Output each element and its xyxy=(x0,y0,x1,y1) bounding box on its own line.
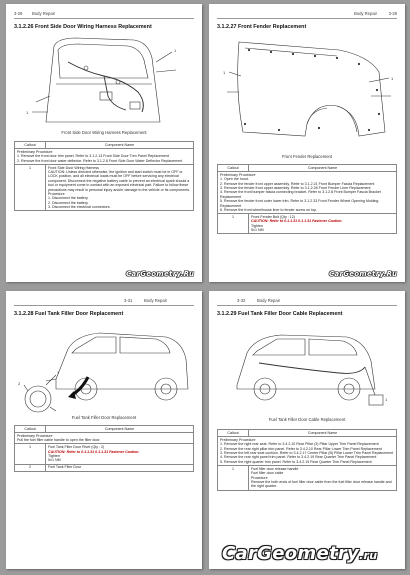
watermark-small: CarGeometry.Ru xyxy=(329,270,398,278)
manual-page-3 xyxy=(6,291,202,569)
page-number: 3-26 xyxy=(14,11,23,16)
door-harness-figure xyxy=(16,32,192,136)
page-header xyxy=(14,296,194,306)
tighten-label: Tighten xyxy=(251,223,263,228)
prelim-step: Pull the fuel filler cable handle to open the filler door. xyxy=(17,438,101,443)
col-header-callout: Callout xyxy=(218,430,249,437)
component-name: Fuel Tank Filler Door xyxy=(46,464,194,471)
filler-door-figure xyxy=(16,319,192,421)
procedure-title: 3.1.2.26 Front Side Door Wiring Harness Replacement xyxy=(14,24,152,30)
svg-text:1: 1 xyxy=(391,76,394,81)
preliminary-label: Preliminary Procedure xyxy=(220,437,256,442)
component-table xyxy=(217,429,397,491)
prelim-step: 1. Remove the front door trim panel. Refer to 3.1.2.13 Front Side Door Trim Panel Replacement xyxy=(17,154,170,159)
tighten-label: Tighten xyxy=(48,454,60,459)
preliminary-label: Preliminary Procedure xyxy=(220,172,256,177)
callout-number: 1 xyxy=(15,444,46,464)
figure-caption: Front Side Door Wiring Harness Replacement xyxy=(61,130,147,135)
callout-number: 1 xyxy=(15,164,46,211)
filler-cable-drawing xyxy=(219,319,395,415)
page-header xyxy=(14,9,194,19)
svg-text:1: 1 xyxy=(385,397,388,402)
preliminary-label: Preliminary Procedure xyxy=(17,433,53,438)
filler-door-drawing xyxy=(16,319,192,415)
section-name: Body Repair xyxy=(32,11,56,16)
col-header-callout: Callout xyxy=(218,165,249,172)
col-header-component: Component Name xyxy=(46,426,194,433)
fender-drawing xyxy=(219,32,395,152)
procedure-step: 2. Disconnect the battery. xyxy=(48,200,89,205)
col-header-callout: Callout xyxy=(15,142,46,149)
prelim-step: 2. Remove the fender front upper assembly. Refer to 3.1.2.21 Front Bumper Fascia Replacement xyxy=(220,181,375,186)
page-header xyxy=(217,296,397,306)
manual-page-1 xyxy=(6,4,202,282)
figure-caption: Front Fender Replacement xyxy=(281,154,333,159)
caution-text: CAUTION: Unless directed otherwise, the ignition and start switch must be in OFF or LOCK position, and all electrical loads must be OFF before servicing any electrical component. Disconnect the negative battery cable to prevent an electrical spark should a tool or equipment come in contact with an exposed electrical part. Failure to follow these precautions may result in personal injury and/or damage to the vehicle or its components. xyxy=(48,170,191,192)
preliminary-block xyxy=(218,172,397,214)
door-drawing xyxy=(16,32,192,128)
component-description xyxy=(46,164,194,211)
component-description xyxy=(46,444,194,464)
page-number: 3-31 xyxy=(124,298,133,303)
component-description xyxy=(249,466,397,491)
component-name: Fuel Tank Filler Door Rivet (Qty : 2) xyxy=(48,445,105,450)
prelim-step: 3. Remove the left rear seat cushion. Refer to 3.4.2.17 Center Pillar (B) Pillar Lower Trim Panel Replacement xyxy=(220,451,394,456)
prelim-step: 3. Remove the fender front upper assembly. Refer to 3.1.2.28 Front Fender Liner Replacement xyxy=(220,186,371,191)
svg-text:1: 1 xyxy=(57,370,60,375)
procedure-label: Procedure xyxy=(48,192,65,197)
callout-number: 1 xyxy=(218,466,249,491)
prelim-step: 5. Remove the fender front outer lower trim. Refer to 3.1.2.33 Front Fender Wheel Opening Molding Replacement xyxy=(220,199,379,208)
page-header xyxy=(217,9,397,19)
col-header-component: Component Name xyxy=(249,430,397,437)
torque-value: 5±1 NM xyxy=(48,458,61,463)
component-table xyxy=(14,425,194,472)
prelim-step: 5. Remove the right quarter trim panel. Refer to 3.4.2.19 Rear Quarter Trim Panel Replacement xyxy=(220,459,372,464)
preliminary-block xyxy=(15,433,194,444)
prelim-step: 1. Remove the right rear seat. Refer to 3.4.2.10 Rear Pillar (3) Pillar Upper Trim Panel Replacement xyxy=(220,442,379,447)
fender-figure xyxy=(219,32,395,160)
component-name: Front Side Door Wiring Harness xyxy=(48,165,99,170)
component-name: Fuel filler door cable xyxy=(251,471,284,476)
manual-page-4 xyxy=(209,291,405,569)
figure-caption: Fuel Tank Filler Door Cable Replacement xyxy=(268,417,346,422)
col-header-component: Component Name xyxy=(46,142,194,149)
figure-caption: Fuel Tank Filler Door Replacement xyxy=(71,415,137,420)
svg-text:1: 1 xyxy=(223,70,226,75)
callout-number: 1 xyxy=(218,214,249,234)
procedure-step: 3. Disconnect the electrical connectors. xyxy=(48,205,111,210)
component-name: Fuel filler door release handle xyxy=(251,466,299,471)
component-table xyxy=(14,141,194,211)
callout-number: 2 xyxy=(15,464,46,471)
component-table xyxy=(217,164,397,234)
procedure-step: 1. Disconnect the battery. xyxy=(48,196,89,201)
section-name: Body Repair xyxy=(353,11,377,16)
preliminary-label: Preliminary Procedure xyxy=(17,149,53,154)
section-name: Body Repair xyxy=(144,298,168,303)
prelim-step: 2. Remove the rear right pillar trim panel. Refer to 3.4.2.10 Rear Pillar Lower Trim Panel Replacement xyxy=(220,446,382,451)
prelim-step: 4. Remove the front bumper fascia connecting bracket. Refer to 3.1.2.8 Front Bumper Fascia Bracket Replacement xyxy=(220,190,381,199)
prelim-step: 1. Open the hood. xyxy=(220,177,249,182)
preliminary-block xyxy=(15,149,194,165)
page-number: 3-32 xyxy=(237,298,246,303)
procedure-title: 3.1.2.27 Front Fender Replacement xyxy=(217,24,307,30)
procedure-title: 3.1.2.29 Fuel Tank Filler Door Cable Replacement xyxy=(217,311,343,317)
prelim-step: 4. Remove the rear right panel trim panel. Refer to 3.4.2.19 Rear Quarter Trim Panel Replacement xyxy=(220,455,377,460)
procedure-title: 3.1.2.28 Fuel Tank Filler Door Replacement xyxy=(14,311,124,317)
watermark-big: CarGeometry.ru xyxy=(222,543,378,564)
prelim-step: 6. Remove the front wheelhouse liner to fender screw on top. xyxy=(220,208,318,213)
component-description xyxy=(249,214,397,234)
caution-text: CAUTION: Refer to 0.1.1.31 0.1.1.31 Fastener Caution. xyxy=(48,449,140,454)
procedure-step: Remove the both ends of fuel filler door cable from the fuel filler door release handle and the right quarter. xyxy=(251,480,392,489)
filler-cable-figure xyxy=(219,319,395,423)
preliminary-block xyxy=(218,437,397,466)
col-header-component: Component Name xyxy=(249,165,397,172)
svg-text:1: 1 xyxy=(174,48,177,53)
section-name: Body Repair xyxy=(257,298,281,303)
caution-text: CAUTION: Refer to 0.1.1.31 0.1.1.31 Fastener Caution. xyxy=(251,219,343,224)
watermark-small: CarGeometry.Ru xyxy=(126,270,195,278)
component-name: Front Fender Bolt (Qty : 12) xyxy=(251,215,295,220)
svg-text:2: 2 xyxy=(18,381,21,386)
col-header-callout: Callout xyxy=(15,426,46,433)
manual-page-2 xyxy=(209,4,405,282)
prelim-step: 2. Remove the front door water deflector. Refer to 3.1.2.8 Front Side Door Water Deflector Replacement xyxy=(17,158,183,163)
svg-text:1: 1 xyxy=(26,110,29,115)
page-number: 3-29 xyxy=(388,11,397,16)
torque-value: 5±1 NM xyxy=(251,228,264,233)
procedure-label: Procedure xyxy=(251,475,268,480)
